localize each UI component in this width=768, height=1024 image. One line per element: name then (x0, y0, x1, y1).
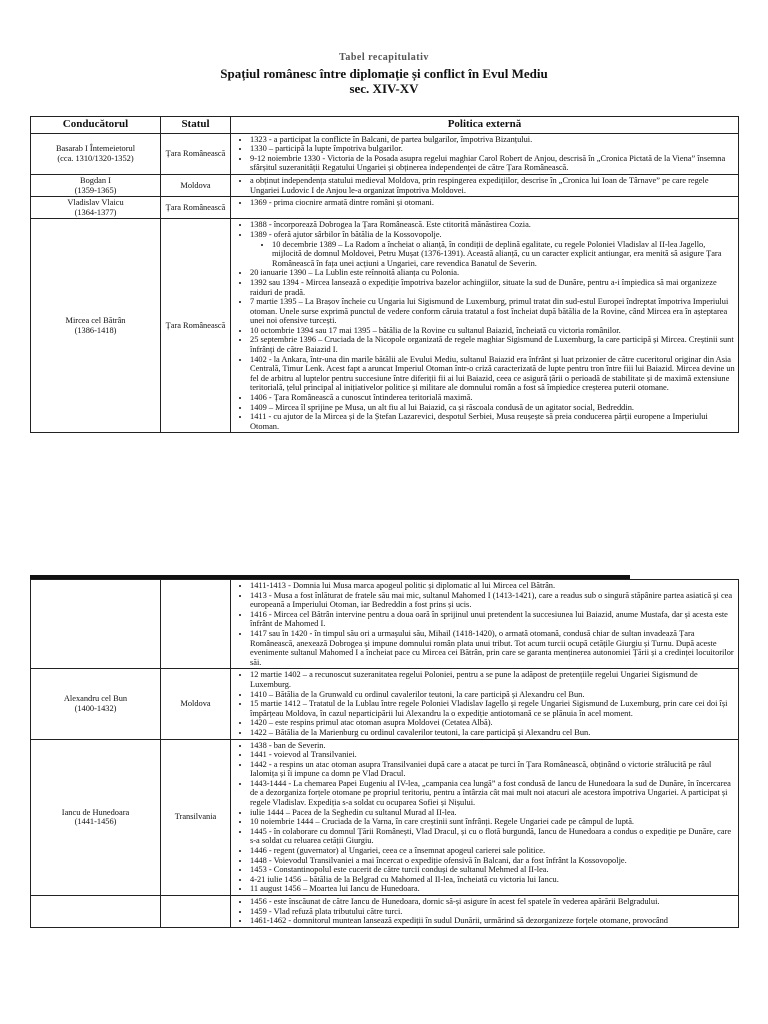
col-header-policy: Politica externă (231, 117, 739, 134)
list-item: • 1388 - încorporează Dobrogea la Țara Românească. Este ctitorită mănăstirea Cozia. (250, 220, 735, 230)
list-item: • 1330 – participă la lupte împotriva bulgarilor. (250, 144, 735, 154)
policy-cell (231, 174, 739, 196)
table-row (31, 174, 739, 196)
list-item: • 1441 - voievod al Transilvaniei. (250, 750, 735, 760)
state-cell: Moldova (161, 174, 231, 196)
ruler-name: Iancu de Hunedoara (61, 807, 130, 817)
policy-cell (231, 580, 739, 669)
list-item: • 1411 - cu ajutor de la Mircea și de la Ștefan Lazarevici, despotul Serbiei, Musa reușește să preia conducerea părții europene a Imperiului Otoman. (250, 412, 735, 431)
ruler-cell (31, 896, 161, 928)
subtitle-line: sec. XIV-XV (349, 81, 419, 96)
list-item: • 25 septembrie 1396 – Cruciada de la Nicopole organizată de regele maghiar Sigismund de Luxemburg, la care participă și Mircea. Creștinii sunt înfrânți de către Baiazid I. (250, 335, 735, 354)
list-item: • 1443-1444 - La chemarea Papei Eugeniu al IV-lea, „campania cea lungă” a fost condusă de Iancu de Hunedoara la sud de Dunăre, în încercarea de a dezorganiza forțele otomane pe propriul teritoriu, pentru a întârzia cât mai mult noi atacuri ale acestora împotriva Ungariei. A participat și regele Vladislav. Expediția s-a soldat cu ocuparea Sofiei și Nișului. (250, 779, 735, 808)
list-item: • 1410 – Bătălia de la Grunwald cu ordinul cavalerilor teutoni, la care participă și Alexandru cel Bun. (250, 690, 735, 700)
ruler-years: (1441-1456) (74, 817, 117, 827)
table-row (31, 197, 739, 219)
list-item: • 1442 - a respins un atac otoman asupra Transilvaniei după care a atacat pe turci în Țara Românească, obținând o victorie strălucită pe râul Ialomița și îi impune ca domn pe Vlad Dracul. (250, 760, 735, 779)
list-item: • 10 noiembrie 1444 – Cruciada de la Varna, în care creștinii sunt înfrânți. Regele Ungariei cade pe câmpul de luptă. (250, 817, 735, 827)
sub-list-item: • 10 decembrie 1389 – La Radom a încheiat o alianță, în condiții de deplină egalitate, cu regele Poloniei Vladislav al II-lea Jagello, mijlocită de domnul Moldovei, Petru Mușat (1376-1391). Această alianță, cu un caracter explicit antiungar, era menită să asigure Țara Românească în fața unei acțiuni a Ungariei, care revendica Banatul de Severin. (272, 240, 735, 269)
ruler-years: (1364-1377) (74, 207, 117, 217)
policy-cell (231, 896, 739, 928)
ruler-cell (31, 739, 161, 896)
ruler-name: Basarab I Întemeietorul (55, 144, 136, 154)
summary-table-top (30, 116, 739, 433)
state-cell: Țara Românească (161, 133, 231, 174)
state-cell: Țara Românească (161, 219, 231, 433)
ruler-cell (31, 174, 161, 196)
state-cell: Transilvania (161, 739, 231, 896)
ruler-name: Vladislav Vlaicu (67, 198, 124, 208)
list-item: • 1406 - Țara Românească a cunoscut întinderea teritorială maximă. (250, 393, 735, 403)
list-item: • 1417 sau în 1420 - în timpul său ori a urmașului său, Mihail (1418-1420), o armată otomană, condusă chiar de sultan invadează Țara Românească, anexează Dobrogea și impune domnului român plata unui tribut. Tot acum turcii ocupă cetățile Giurgiu și Turnu. După aceste evenimente sultanul Mahomed I a încheiat pace cu Mircea cei Bătrân, prin care se garanta menținerea autonomiei Țării și a credinței locuitorilor săi. (250, 629, 735, 667)
list-item: • 1392 sau 1394 - Mircea lansează o expediție împotriva bazelor achingiilor, situate la sud de Dunăre, pentru a-i împiedica să mai organizeze raiduri de pradă. (250, 278, 735, 297)
list-item: • a obținut independența statului medieval Moldova, prin respingerea expedițiilor, descrise în „Cronica lui Ioan de Târnave” pe care regele Ungariei Ludovic I de Anjou le-a organizat împotriva Moldovei. (250, 176, 735, 195)
header-row (31, 117, 739, 134)
list-item: • 1438 - ban de Severin. (250, 741, 735, 751)
summary-table-bottom (30, 579, 739, 928)
ruler-cell (31, 669, 161, 739)
list-item: • 20 ianuarie 1390 – La Lublin este reînnoită alianța cu Polonia. (250, 268, 735, 278)
state-cell (161, 580, 231, 669)
policy-cell (231, 669, 739, 739)
list-item: • 1453 - Constantinopolul este cucerit de către turcii conduși de sultanul Mehmed al II-lea. (250, 865, 735, 875)
col-header-ruler: Conducătorul (31, 117, 161, 134)
list-item: • 7 martie 1395 – La Brașov încheie cu Ungaria lui Sigismund de Luxemburg, primul tratat din sud-estul Europei îndreptat împotriva Imperiului otoman. Unele surse exprimă punctul de vedere conform căruia tratatul a fost încheiat după bătălia de la Rovine, când Mircea era în așteptarea unei noi ofensive turcești. (250, 297, 735, 326)
list-item: • 1446 - regent (guvernator) al Ungariei, ceea ce a însemnat apogeul carierei sale politice. (250, 846, 735, 856)
document-title (0, 66, 768, 96)
list-item: • 1402 - la Ankara, într-una din marile bătălii ale Evului Mediu, sultanul Baiazid era înfrânt și luat prizonier de către cuceritorul originar din Asia Centrală, Timur Lenk. Acest fapt a aruncat Imperiul Otoman într-o criză caracterizată de lupte pentru tron între fiii lui Baiazid. Mircea devine un fel de arbitru al luptelor pentru succesiune între diferiții fii ai lui Baiazid, ceea ce asigură țării o perioadă de stabilitate și de maximă extensiune teritorială, țelul principal al inițiativelor politice și militare ale domnului român a fost să împiedice creșterea puterii otomane. (250, 355, 735, 393)
ruler-years: (1386-1418) (74, 325, 117, 335)
list-item: • 1456 - este înscăunat de către Iancu de Hunedoara, dornic să-și asigure în acest fel spatele în vederea apărării Belgradului. (250, 897, 735, 907)
list-item: • 11 august 1456 – Moartea lui Iancu de Hunedoara. (250, 884, 735, 894)
cut-off-heading: Tabel recapitulativ (339, 52, 429, 63)
list-item: • 1411-1413 - Domnia lui Musa marca apogeul politic și diplomatic al lui Mircea cel Bătrân. (250, 581, 735, 591)
table-row (31, 896, 739, 928)
ruler-years: (cca. 1310/1320-1352) (57, 153, 134, 163)
list-item: • 1459 - Vlad refuză plata tributului către turci. (250, 907, 735, 917)
list-item: • 10 octombrie 1394 sau 17 mai 1395 – bătălia de la Rovine cu sultanul Baiazid, încheiată cu victoria românilor. (250, 326, 735, 336)
ruler-cell (31, 133, 161, 174)
policy-cell (231, 197, 739, 219)
list-item-text: 1389 - oferă ajutor sârbilor în bătălia de la Kossovopolje. (250, 229, 442, 239)
table-row (31, 580, 739, 669)
table-row (31, 219, 739, 433)
list-item: • 15 martie 1412 – Tratatul de la Lublau între regele Poloniei Vladislav Iagello și regele Ungariei Sigismund de Luxemburg, prin care cei doi își împărțeau Moldova, în cazul neparticipării lui Alexandru la o expediție antiotomană ce se plănuia în acel moment. (250, 699, 735, 718)
policy-cell (231, 739, 739, 896)
list-item: • 1448 - Voievodul Transilvaniei a mai încercat o expediție ofensivă în Balcani, dar a fost înfrânt la Kossovopolje. (250, 856, 735, 866)
list-item: • iulie 1444 – Pacea de la Seghedin cu sultanul Murad al II-lea. (250, 808, 735, 818)
state-cell: Moldova (161, 669, 231, 739)
state-cell (161, 896, 231, 928)
list-item: • 1461-1462 - domnitorul muntean lansează expediții în sudul Dunării, urmărind să dezorganizeze forțele otomane, provocând (250, 916, 735, 926)
list-item: • 1420 – este respins primul atac otoman asupra Moldovei (Cetatea Albă). (250, 718, 735, 728)
ruler-years: (1400-1432) (74, 703, 117, 713)
policy-cell (231, 219, 739, 433)
list-item: • 12 martie 1402 – a recunoscut suzeranitatea regelui Poloniei, pentru a se pune la adăpost de pretențiile regelui Ungariei Sigismund de Luxemburg. (250, 670, 735, 689)
list-item: • 1369 - prima ciocnire armată dintre români și otomani. (250, 198, 735, 208)
list-item: • 1445 - în colaborare cu domnul Țării Românești, Vlad Dracul, și cu o flotă burgundă, Iancu de Hunedoara a condus o expediție pe Dunăre, care s-a soldat cu reluarea cetății Giurgiu. (250, 827, 735, 846)
ruler-name: Alexandru cel Bun (63, 694, 128, 704)
ruler-cell (31, 219, 161, 433)
list-item: • 1409 – Mircea îl sprijine pe Musa, un alt fiu al lui Baiazid, ca și răscoala condusă de un agitator social, Bedreddin. (250, 403, 735, 413)
ruler-name: Mircea cel Bătrân (65, 316, 126, 326)
list-item: • 1413 - Musa a fost înlăturat de fratele său mai mic, sultanul Mahomed I (1413-1421), care a readus sub o singură stăpânire partea asiatică și cea europeană a Imperiului Otoman, iar Bedreddin a fost prins și ucis. (250, 591, 735, 610)
page-gap (0, 530, 768, 574)
table-row (31, 739, 739, 896)
list-item: • 9-12 noiembrie 1330 - Victoria de la Posada asupra regelui maghiar Carol Robert de Anjou, descrisă în „Cronica Pictată de la Viena” însemna sfârșitul suzeranității Regatului Ungariei și obținerea independenței de către Țara Românească. (250, 154, 735, 173)
ruler-name: Bogdan I (80, 175, 111, 185)
ruler-years: (1359-1365) (74, 185, 117, 195)
policy-cell (231, 133, 739, 174)
ruler-cell (31, 580, 161, 669)
list-item: • 4-21 iulie 1456 – bătălia de la Belgrad cu Mahomed al II-lea, încheiată cu victoria lui Iancu. (250, 875, 735, 885)
state-cell: Țara Românească (161, 197, 231, 219)
ruler-cell (31, 197, 161, 219)
list-item: • 1416 - Mircea cel Bătrân intervine pentru a doua oară în sprijinul unui pretendent la succesiunea lui Baiazid, anume Mustafa, dar și acesta este înfrânt de Mahomed I. (250, 610, 735, 629)
list-item: • 1323 - a participat la conflicte în Balcani, de partea bulgarilor, împotriva Bizanțului. (250, 135, 735, 145)
col-header-state: Statul (161, 117, 231, 134)
title-line: Spațiul românesc între diplomație și conflict în Evul Mediu (220, 66, 548, 81)
list-item: • 1422 – Bătălia de la Marienburg cu ordinul cavalerilor teutoni, la care participă și Alexandru cel Bun. (250, 728, 735, 738)
table-row (31, 669, 739, 739)
list-item (250, 230, 735, 268)
table-row (31, 133, 739, 174)
